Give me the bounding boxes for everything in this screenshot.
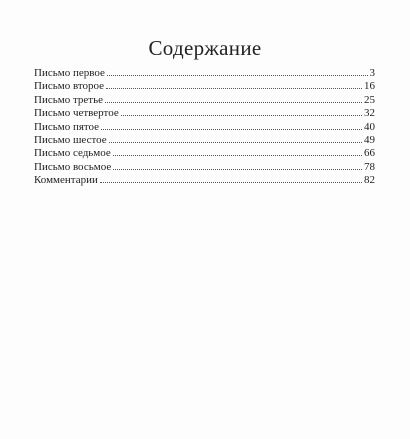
dot-leader [100,182,362,183]
toc-entry-page-number: 40 [364,120,375,133]
toc-entry-title: Письмо второе [34,80,105,93]
dot-leader [105,102,362,103]
dot-leader [109,142,362,143]
table-of-contents [34,67,375,188]
toc-entry-page-number: 16 [364,80,375,93]
dot-leader [121,115,362,116]
toc-entry-page-number: 66 [364,147,375,160]
toc-entry-page-number: 82 [364,174,375,187]
toc-entry-title: Письмо пятое [34,120,100,133]
toc-entry-page-number: 3 [369,67,375,79]
dot-leader [106,88,362,89]
toc-entry-page-number: 25 [364,93,375,106]
toc-entry [34,67,375,80]
toc-entry-title: Комментарии [34,174,98,187]
toc-entry-title: Письмо восьмое [34,160,112,173]
toc-entry-title: Письмо первое [34,67,105,79]
toc-entry-page-number: 49 [364,133,375,146]
toc-entry-page-number: 78 [364,160,375,173]
toc-entry-page-number: 32 [364,107,375,120]
toc-entry-title: Письмо четвертое [34,107,119,120]
toc-entry-title: Письмо шестое [34,133,107,146]
dot-leader [113,169,362,170]
toc-entry [34,161,375,174]
dot-leader [101,129,362,130]
dot-leader [113,155,362,156]
toc-entry [34,94,375,107]
toc-entry [34,174,375,187]
toc-entry [34,121,375,134]
toc-entry-title: Письмо седьмое [34,147,111,160]
toc-entry [34,134,375,147]
toc-entry [34,147,375,160]
toc-entry [34,107,375,120]
toc-entry-title: Письмо третье [34,93,103,106]
page-title: Содержание [148,36,262,60]
toc-entry [34,80,375,93]
dot-leader [107,75,368,76]
